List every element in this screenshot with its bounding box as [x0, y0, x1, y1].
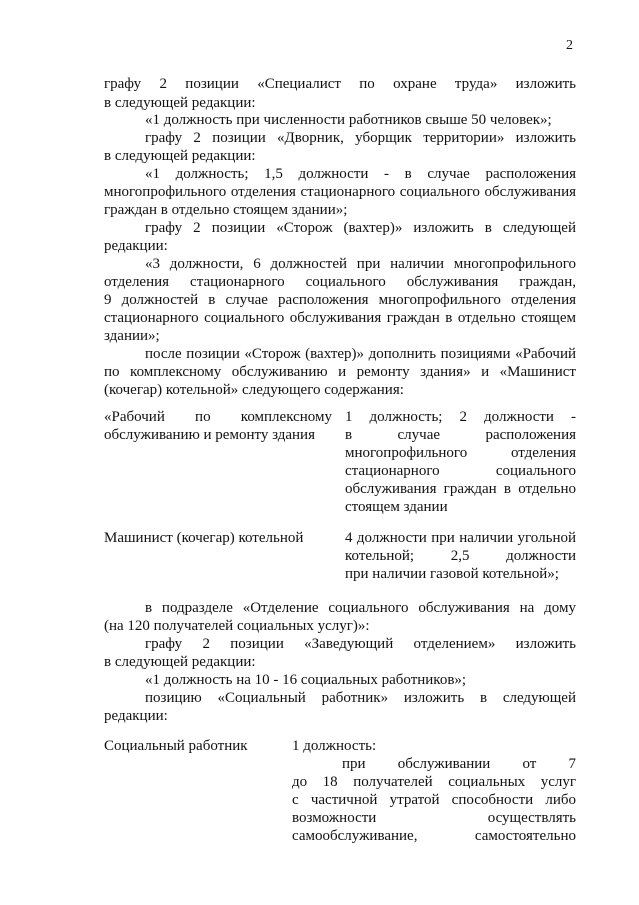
text-line — [0, 381, 639, 401]
text-line-content: графу 2 позиции «Сторож (вахтер)» изложить в следующей — [145, 220, 576, 236]
text-line — [0, 129, 639, 149]
count-cell — [345, 408, 576, 516]
text-line-content: позицию «Социальный работник» изложить в следующей — [145, 690, 576, 706]
count-line: в случае расположения — [345, 427, 576, 443]
count-line: возможности осуществлять — [292, 810, 576, 826]
position-line: Машинист (кочегар) котельной — [104, 530, 304, 546]
text-line-content: графу 2 позиции «Заведующий отделением» изложить — [145, 636, 576, 652]
count-line: обслуживания граждан в отдельно — [345, 481, 576, 497]
text-line-content: многопрофильного отделения стационарного социального обслуживания — [104, 184, 576, 200]
text-line-content: «1 должность; 1,5 должности - в случае расположения — [145, 166, 576, 182]
text-line-content: 9 должностей в случае расположения многопрофильного отделения — [104, 292, 576, 308]
text-line-content: редакции: — [104, 238, 168, 254]
text-line-content: графу 2 позиции «Специалист по охране труда» изложить — [104, 76, 576, 92]
text-line-content: редакции: — [104, 708, 168, 724]
text-line — [0, 363, 639, 383]
text-line-content: в подразделе «Отделение социального обслуживания на дому — [145, 600, 576, 616]
text-line — [0, 707, 639, 727]
text-line — [0, 599, 639, 619]
text-line — [0, 291, 639, 311]
count-line: 1 должность; 2 должности - — [345, 409, 576, 425]
count-line: при наличии газовой котельной»; — [345, 566, 559, 582]
page-number: 2 — [566, 38, 573, 53]
count-line: стоящем здании — [345, 499, 448, 515]
count-line: при обслуживании от 7 — [342, 756, 576, 772]
text-line-content: после позиции «Сторож (вахтер)» дополнить позициями «Рабочий — [145, 346, 576, 362]
text-line — [0, 309, 639, 329]
position-cell: Социальный работник — [104, 738, 248, 754]
text-line-content: графу 2 позиции «Дворник, уборщик территории» изложить — [145, 130, 576, 146]
text-line-content: отделения стационарного социального обслуживания граждан, — [104, 274, 576, 290]
count-line: с частичной утратой способности либо — [292, 792, 576, 808]
text-line-content: в следующей редакции: — [104, 654, 256, 670]
text-line — [0, 237, 639, 257]
count-line: до 18 получателей социальных услуг — [292, 774, 576, 790]
text-line — [0, 689, 639, 709]
count-line: многопрофильного отделения — [345, 445, 576, 461]
text-line-content: «1 должность при численности работников свыше 50 человек»; — [145, 112, 552, 128]
text-line-content: «3 должности, 6 должностей при наличии многопрофильного — [145, 256, 576, 272]
count-line: 4 должности при наличии угольной — [345, 530, 576, 546]
text-line — [0, 273, 639, 293]
text-line — [0, 183, 639, 203]
text-line — [0, 147, 639, 167]
text-line-content: (на 120 получателей социальных услуг)»: — [104, 618, 370, 634]
text-line — [0, 635, 639, 655]
text-line — [0, 165, 639, 185]
count-first-line: 1 должность: — [292, 738, 377, 754]
text-line — [0, 75, 639, 95]
text-line — [0, 255, 639, 275]
text-line-content: граждан в отдельно стоящем здании»; — [104, 202, 348, 218]
text-line-content: здании»; — [104, 328, 160, 344]
text-line-content: «1 должность на 10 - 16 социальных работников»; — [145, 672, 467, 688]
text-line — [0, 219, 639, 239]
text-line-content: стационарного социального обслуживания граждан в отдельно стоящем — [104, 310, 576, 326]
position-cell — [104, 408, 332, 444]
position-line: обслуживанию и ремонту здания — [104, 427, 315, 443]
text-line-content: по комплексному обслуживанию и ремонту здания» и «Машинист — [104, 364, 576, 380]
text-line — [0, 671, 639, 691]
text-line — [0, 653, 639, 673]
count-line: стационарного социального — [345, 463, 576, 479]
count-line: самообслуживание, самостоятельно — [292, 828, 576, 844]
text-line-content: (кочегар) котельной» следующего содержания: — [104, 382, 404, 398]
position-cell — [104, 529, 332, 547]
text-line — [0, 617, 639, 637]
count-cell — [345, 529, 576, 583]
count-line: котельной; 2,5 должности — [345, 548, 576, 564]
text-line — [0, 327, 639, 347]
position-line: «Рабочий по комплексному — [104, 409, 332, 425]
text-line — [0, 201, 639, 221]
text-line-content: в следующей редакции: — [104, 95, 256, 111]
text-line — [0, 345, 639, 365]
text-line-content: в следующей редакции: — [104, 148, 256, 164]
text-line — [0, 111, 639, 131]
